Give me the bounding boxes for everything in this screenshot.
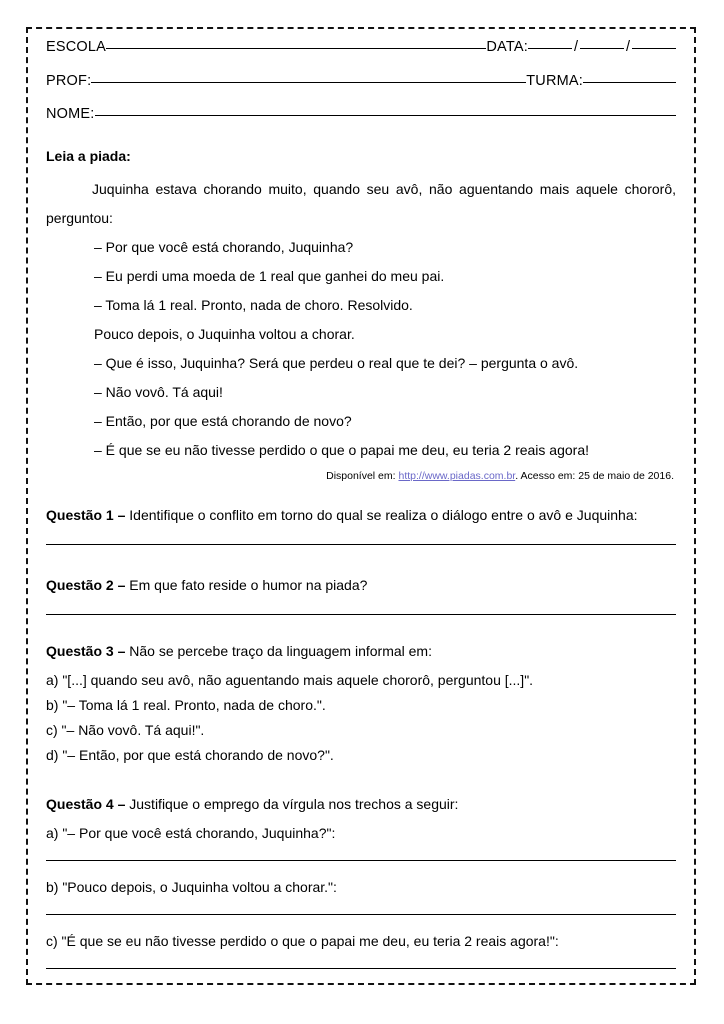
field-row-nome [46,107,676,122]
turma-label: TURMA: [526,72,583,89]
joke-line: Pouco depois, o Juquinha voltou a chorar. [94,325,355,342]
data-day-line[interactable] [528,48,572,49]
source-url-link[interactable]: http://www.piadas.com.br [398,469,516,482]
joke-paragraph: Juquinha estava chorando muito, quando seu avô, não aguentando mais aquele chororô, perguntou: [46,180,676,226]
question-1-label: Questão 1 – [46,506,126,523]
escola-label: ESCOLA [46,39,107,55]
question-4-item-a: a) "– Por que você está chorando, Juquinha?": [46,824,336,841]
question-1-text: Identifique o conflito em torno do qual se realiza o diálogo entre o avô e Juquinha: [125,506,638,523]
question-3-option-d[interactable]: d) "– Então, por que está chorando de novo?". [46,746,334,763]
data-slash-1: / [573,39,578,55]
question-2 [46,575,676,596]
joke-line: – Eu perdi uma moeda de 1 real que ganhei do meu pai. [94,267,445,284]
joke-line: – Toma lá 1 real. Pronto, nada de choro. Resolvido. [94,296,413,313]
question-3-option-c[interactable]: c) "– Não vovô. Tá aqui!". [46,721,205,738]
escola-input-line[interactable] [106,48,486,49]
source-attribution [46,469,676,483]
joke-line: – É que se eu não tivesse perdido o que o papai me deu, eu teria 2 reais agora! [94,441,590,458]
question-4 [46,794,676,815]
source-prefix: Disponível em: [326,469,399,482]
question-4-item-c: c) "É que se eu não tivesse perdido o que o papai me deu, eu teria 2 reais agora!": [46,932,559,949]
field-row-prof-turma [46,74,676,89]
question-3 [46,641,676,662]
nome-label: NOME: [46,106,95,122]
turma-input-line[interactable] [583,82,676,83]
data-year-line[interactable] [632,48,676,49]
question-4-text: Justifique o emprego da vírgula nos trechos a seguir: [125,795,459,812]
question-1 [46,505,676,526]
question-3-option-b[interactable]: b) "– Toma lá 1 real. Pronto, nada de choro.". [46,696,326,713]
nome-input-line[interactable] [95,115,676,116]
worksheet-content [46,40,676,969]
joke-line: – Que é isso, Juquinha? Será que perdeu o real que te dei? – pergunta o avô. [94,354,579,371]
joke-line: – Então, por que está chorando de novo? [94,412,352,429]
field-row-escola-data [46,40,676,55]
prof-label: PROF: [46,72,92,89]
question-3-label: Questão 3 – [46,642,126,659]
question-2-label: Questão 2 – [46,576,126,593]
prof-input-line[interactable] [91,82,526,83]
question-4-label: Questão 4 – [46,795,126,812]
question-2-text: Em que fato reside o humor na piada? [125,576,368,593]
data-slash-2: / [625,39,630,55]
question-3-text: Não se percebe traço da linguagem informal em: [125,642,432,659]
question-3-option-a[interactable]: a) "[...] quando seu avô, não aguentando mais aquele chororô, perguntou [...]". [46,671,534,688]
data-label: DATA: [486,39,528,55]
answer-line-q4c[interactable] [46,968,676,969]
joke-line: – Não vovô. Tá aqui! [94,383,223,400]
data-month-line[interactable] [580,48,624,49]
question-4-item-b: b) "Pouco depois, o Juquinha voltou a chorar.": [46,878,337,895]
joke-line: – Por que você está chorando, Juquinha? [94,238,354,255]
reading-title: Leia a piada: [46,147,131,164]
source-suffix: . Acesso em: 25 de maio de 2016. [515,469,674,482]
